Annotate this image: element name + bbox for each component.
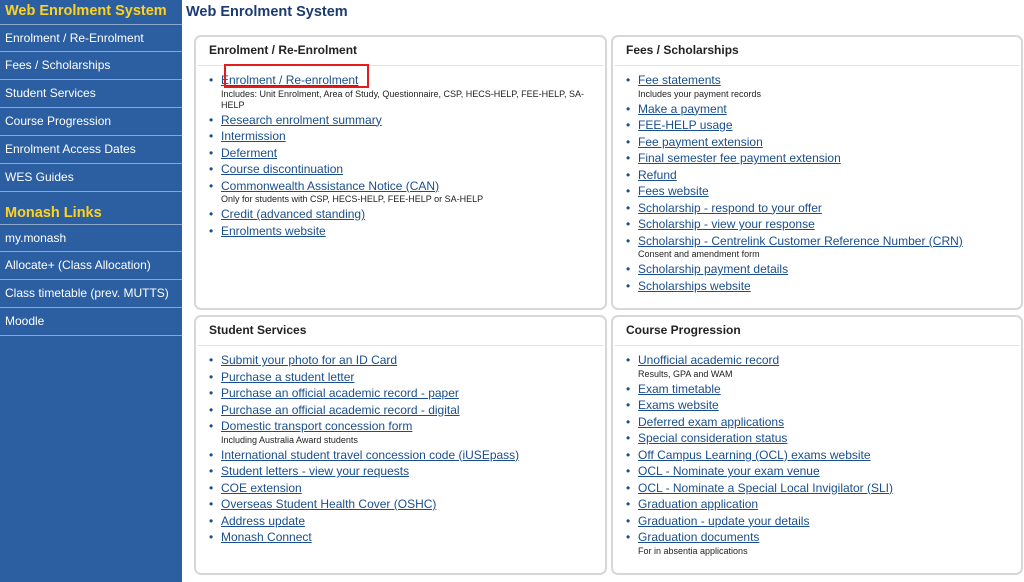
- menu-link[interactable]: Research enrolment summary: [221, 112, 382, 127]
- list-item: [626, 150, 1021, 167]
- bullet-icon: •: [209, 178, 214, 193]
- list-item: [209, 352, 605, 369]
- panel-enrolment: [194, 35, 607, 310]
- link-description: For in absentia applications: [638, 545, 748, 556]
- bullet-icon: •: [626, 480, 631, 495]
- menu-link[interactable]: Domestic transport concession form: [221, 419, 413, 433]
- link-list: [196, 66, 605, 239]
- sidebar-item-enrolment[interactable]: Enrolment / Re-Enrolment: [0, 24, 182, 52]
- bullet-icon: •: [626, 151, 631, 165]
- list-item: [209, 385, 605, 402]
- bullet-icon: •: [209, 223, 214, 238]
- menu-link[interactable]: Refund: [638, 167, 677, 182]
- bullet-icon: •: [209, 369, 214, 384]
- menu-link[interactable]: Scholarship - respond to your offer: [638, 200, 822, 215]
- sidebar: [0, 0, 182, 582]
- bullet-icon: •: [626, 217, 631, 231]
- sidebar-link-class-timetable[interactable]: Class timetable (prev. MUTTS): [0, 280, 182, 308]
- list-item: [626, 352, 1021, 380]
- sidebar-item-access-dates[interactable]: Enrolment Access Dates: [0, 136, 182, 164]
- bullet-icon: •: [626, 101, 631, 116]
- list-item: [209, 112, 605, 129]
- list-item: [626, 183, 1021, 200]
- list-item: [626, 381, 1021, 398]
- list-item: [209, 161, 605, 178]
- bullet-icon: •: [209, 162, 214, 176]
- bullet-icon: •: [209, 497, 214, 511]
- link-description: Only for students with CSP, HECS-HELP, FEE-HELP or SA-HELP: [221, 194, 484, 204]
- panel-title: Course Progression: [615, 317, 1019, 346]
- list-item: [209, 529, 605, 546]
- menu-link[interactable]: Special consideration status: [638, 431, 788, 445]
- bullet-icon: •: [626, 431, 631, 445]
- menu-link[interactable]: Overseas Student Health Cover (OSHC): [221, 497, 437, 511]
- menu-link[interactable]: Purchase an official academic record - paper: [221, 386, 459, 400]
- menu-link[interactable]: Purchase an official academic record - digital: [221, 402, 460, 417]
- menu-link[interactable]: OCL - Nominate your exam venue: [638, 464, 820, 478]
- list-item: [209, 496, 605, 513]
- bullet-icon: •: [209, 207, 214, 221]
- menu-link[interactable]: International student travel concession code (iUSEpass): [221, 447, 520, 462]
- bullet-icon: •: [626, 381, 631, 396]
- bullet-icon: •: [626, 73, 631, 87]
- list-item: [626, 167, 1021, 184]
- list-item: [209, 402, 605, 419]
- menu-link[interactable]: Scholarship - Centrelink Customer Reference Number (CRN): [638, 233, 963, 248]
- bullet-icon: •: [626, 134, 631, 149]
- list-item: [626, 463, 1021, 480]
- sidebar-links-heading: Monash Links: [5, 205, 102, 221]
- bullet-icon: •: [209, 353, 214, 367]
- link-description: Includes your payment records: [638, 88, 762, 99]
- bullet-icon: •: [626, 497, 631, 511]
- link-description: Results, GPA and WAM: [638, 368, 733, 379]
- menu-link[interactable]: Final semester fee payment extension: [638, 151, 841, 165]
- list-item: [626, 101, 1021, 118]
- list-item: [626, 117, 1021, 134]
- link-list: [613, 346, 1021, 557]
- list-item: [626, 414, 1021, 431]
- link-list: [613, 66, 1021, 294]
- sidebar-item-course-progression[interactable]: Course Progression: [0, 108, 182, 136]
- list-item: [626, 513, 1021, 530]
- menu-link[interactable]: Exam timetable: [638, 381, 721, 396]
- bullet-icon: •: [209, 145, 214, 160]
- list-item: [626, 233, 1021, 261]
- menu-link[interactable]: FEE-HELP usage: [638, 118, 733, 132]
- menu-link[interactable]: Make a payment: [638, 101, 727, 116]
- list-item: [626, 72, 1021, 100]
- menu-link[interactable]: COE extension: [221, 480, 302, 495]
- list-item: [626, 447, 1021, 464]
- panel-title: Fees / Scholarships: [615, 37, 1019, 66]
- bullet-icon: •: [626, 262, 631, 276]
- bullet-icon: •: [626, 464, 631, 478]
- link-description: Consent and amendment form: [638, 249, 760, 259]
- list-item: [626, 529, 1021, 557]
- panel-course-progression: [611, 315, 1023, 575]
- menu-link[interactable]: Off Campus Learning (OCL) exams website: [638, 447, 871, 462]
- bullet-icon: •: [626, 447, 631, 462]
- menu-link[interactable]: Commonwealth Assistance Notice (CAN): [221, 178, 440, 193]
- panel-fees: [611, 35, 1023, 310]
- menu-link[interactable]: Deferment: [221, 145, 278, 160]
- list-item: [209, 447, 605, 464]
- bullet-icon: •: [626, 414, 631, 429]
- panel-title: Enrolment / Re-Enrolment: [198, 37, 603, 66]
- menu-link[interactable]: Unofficial academic record: [638, 353, 780, 367]
- list-item: [626, 261, 1021, 278]
- bullet-icon: •: [209, 386, 214, 400]
- menu-link[interactable]: Monash Connect: [221, 530, 312, 544]
- bullet-icon: •: [209, 129, 214, 143]
- menu-link[interactable]: Scholarships website: [638, 278, 751, 293]
- bullet-icon: •: [626, 167, 631, 182]
- menu-link[interactable]: Fees website: [638, 184, 709, 198]
- list-item: [626, 430, 1021, 447]
- list-item: [209, 513, 605, 530]
- bullet-icon: •: [209, 480, 214, 495]
- list-item: [626, 480, 1021, 497]
- panel-student-services: [194, 315, 607, 575]
- menu-link[interactable]: Credit (advanced standing): [221, 207, 366, 221]
- page-title: Web Enrolment System: [186, 4, 348, 20]
- bullet-icon: •: [626, 513, 631, 528]
- list-item: [626, 496, 1021, 513]
- menu-link[interactable]: Scholarship - view your response: [638, 217, 815, 231]
- sidebar-item-student-services[interactable]: Student Services: [0, 80, 182, 108]
- menu-link[interactable]: Purchase a student letter: [221, 369, 355, 384]
- link-list: [196, 346, 605, 546]
- list-item: [626, 216, 1021, 233]
- link-description: Including Australia Award students: [221, 434, 358, 445]
- bullet-icon: •: [626, 530, 631, 544]
- sidebar-item-wes-guides[interactable]: WES Guides: [0, 164, 182, 192]
- sidebar-heading: Web Enrolment System: [5, 3, 167, 19]
- bullet-icon: •: [209, 419, 214, 433]
- bullet-icon: •: [626, 118, 631, 132]
- menu-link[interactable]: Exams website: [638, 398, 719, 412]
- list-item: [209, 178, 605, 206]
- menu-link[interactable]: Graduation documents: [638, 530, 760, 544]
- bullet-icon: •: [626, 398, 631, 412]
- list-item: [626, 278, 1021, 295]
- bullet-icon: •: [209, 464, 214, 478]
- sidebar-link-moodle[interactable]: Moodle: [0, 308, 182, 336]
- list-item: [626, 397, 1021, 414]
- menu-link[interactable]: Deferred exam applications: [638, 414, 785, 429]
- menu-link[interactable]: Fee payment extension: [638, 134, 763, 149]
- menu-link[interactable]: Graduation application: [638, 497, 759, 511]
- menu-link[interactable]: Enrolment / Re-enrolment: [221, 73, 359, 87]
- menu-link[interactable]: Graduation - update your details: [638, 513, 810, 528]
- bullet-icon: •: [209, 73, 214, 87]
- bullet-icon: •: [626, 353, 631, 367]
- panel-title: Student Services: [198, 317, 603, 346]
- menu-link[interactable]: Intermission: [221, 129, 286, 143]
- menu-link[interactable]: Enrolments website: [221, 223, 326, 238]
- bullet-icon: •: [209, 513, 214, 528]
- bullet-icon: •: [209, 402, 214, 417]
- menu-link[interactable]: Submit your photo for an ID Card: [221, 353, 398, 367]
- sidebar-link-my-monash[interactable]: my.monash: [0, 224, 182, 252]
- menu-link[interactable]: Scholarship payment details: [638, 262, 789, 276]
- bullet-icon: •: [626, 233, 631, 248]
- menu-link[interactable]: OCL - Nominate a Special Local Invigilator (SLI): [638, 480, 893, 495]
- bullet-icon: •: [209, 447, 214, 462]
- menu-link[interactable]: Course discontinuation: [221, 162, 344, 176]
- list-item: [209, 418, 605, 446]
- list-item: [209, 369, 605, 386]
- menu-link[interactable]: Student letters - view your requests: [221, 464, 410, 478]
- list-item: [209, 128, 605, 145]
- list-item: [209, 206, 605, 223]
- list-item: [626, 134, 1021, 151]
- sidebar-item-fees[interactable]: Fees / Scholarships: [0, 52, 182, 80]
- bullet-icon: •: [626, 278, 631, 293]
- list-item: [209, 72, 605, 111]
- sidebar-link-allocate[interactable]: Allocate+ (Class Allocation): [0, 252, 182, 280]
- bullet-icon: •: [626, 184, 631, 198]
- bullet-icon: •: [209, 112, 214, 127]
- list-item: [626, 200, 1021, 217]
- list-item: [209, 480, 605, 497]
- bullet-icon: •: [209, 530, 214, 544]
- bullet-icon: •: [626, 200, 631, 215]
- menu-link[interactable]: Fee statements: [638, 73, 721, 87]
- menu-link[interactable]: Address update: [221, 513, 306, 528]
- list-item: [209, 463, 605, 480]
- list-item: [209, 145, 605, 162]
- list-item: [209, 223, 605, 240]
- link-description: Includes: Unit Enrolment, Area of Study, Questionnaire, CSP, HECS-HELP, FEE-HELP, SA-HELP: [221, 88, 585, 110]
